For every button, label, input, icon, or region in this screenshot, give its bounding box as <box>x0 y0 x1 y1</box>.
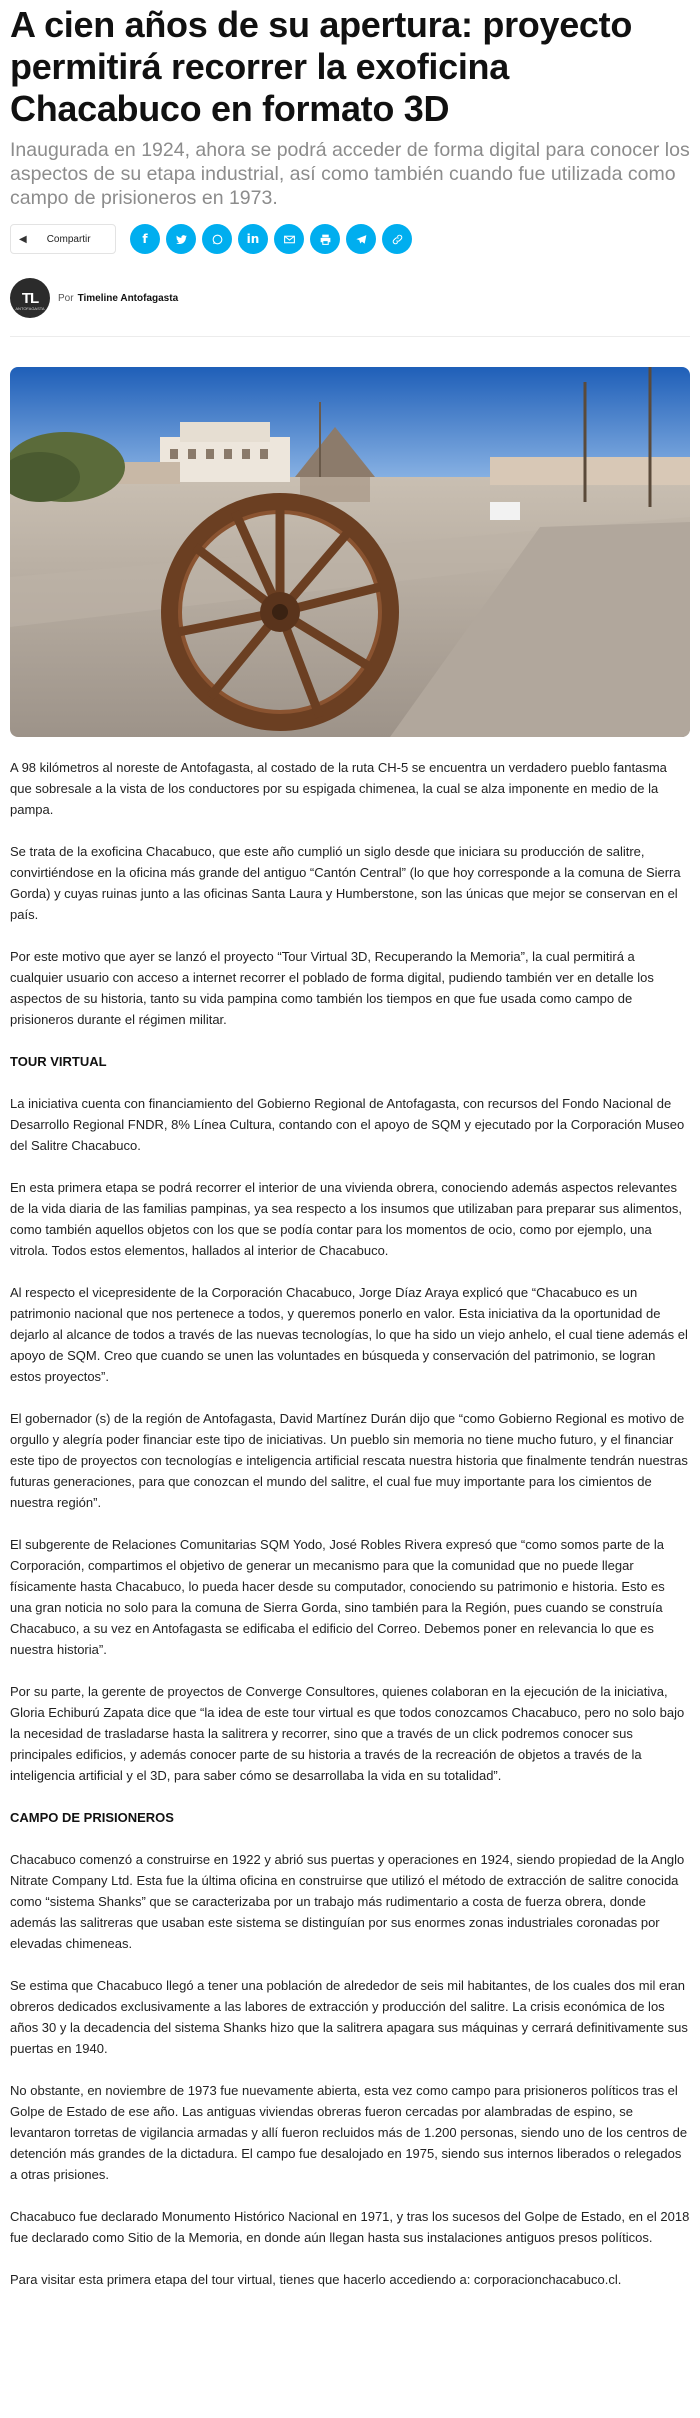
body-paragraph: En esta primera etapa se podrá recorrer el interior de una vivienda obrera, conociendo además aspectos relevantes de la vida diaria de las familias pampinas, ya sea respecto a los insumos que utilizaban para preparar sus alimentos, como también aquellos objetos con los que se podía contar para los momentos de ocio, como por ejemplo, una vitrola. Todos estos elementos, hallados al interior de Chacabuco. <box>10 1180 683 1258</box>
body-paragraph: Por su parte, la gerente de proyectos de Converge Consultores, quienes colaboran en la ejecución de la iniciativa, Gloria Echiburú Zapata dice que “la idea de este tour virtual es que todos conozcamos Chacabuco, pero no solo bajo la necesidad de trasladarse hasta la salitrera y recorrer, sino que a través de un click podremos conocer sus principales edificios, y además conocer parte de su historia a través de la recreación de objetos a través de la inteligencia artificial y el 3D, para saber cómo se desarrollaba la vida en su totalidad”. <box>10 1684 685 1783</box>
author-name[interactable]: Timeline Antofagasta <box>77 292 179 304</box>
author-by-label: Por <box>58 292 74 304</box>
body-paragraph: El gobernador (s) de la región de Antofagasta, David Martínez Durán dijo que “como Gobierno Regional es motivo de orgullo y alegría poder financiar este tipo de iniciativas. Un pueblo sin memoria no tiene mucho futuro, y el financiar este tipo de proyectos con tecnologías e inteligencia artificial rescata nuestra historia que finalmente tendrán nuestras futuras generaciones, para que conozcan el mundo del salitre, el cual fue muy importante para los cimientos de nuestra región”. <box>10 1411 688 1510</box>
avatar-subtext: ANTOFAGASTA <box>15 306 45 311</box>
body-paragraph: Al respecto el vicepresidente de la Corporación Chacabuco, Jorge Díaz Araya explicó que “Chacabuco es un patrimonio nacional que nos pertenece a todos, y queremos ponerlo en valor. Esta iniciativa da la oportunidad de dejarlo al alcance de todos a través de las nuevas tecnologías, lo que ha sido un viejo anhelo, el cual tiene además el apoyo de SQM. Creo que cuando se unen las voluntades en búsqueda y conservación del patrimonio, se logran estos proyectos”. <box>10 1285 688 1384</box>
body-paragraph: Chacabuco fue declarado Monumento Histórico Nacional en 1971, y tras los sucesos del Golpe de Estado, en el 2018 fue declarado como Sitio de la Memoria, en donde aún llegan hasta sus instalaciones antiguos presos políticos. <box>10 2209 690 2245</box>
body-paragraph: El subgerente de Relaciones Comunitarias SQM Yodo, José Robles Rivera expresó que “como somos parte de la Corporación, compartimos el objetivo de generar un mecanismo para que la comunidad que no puede llegar físicamente hasta Chacabuco, lo pueda hacer desde su computador, conociendo su patrimonio e historia. Esto es una gran noticia no solo para la comuna de Sierra Gorda, sino también para la Región, pues cuando se construía Chacabuco, a su vez en Antofagasta se edificaba el edificio del Correo. Debemos poner en relevancia lo que es nuestra historia”. <box>10 1537 665 1657</box>
body-paragraph: Para visitar esta primera etapa del tour virtual, tienes que hacerlo accediendo a: corporacionchacabuco.cl. <box>10 2272 622 2287</box>
share-label: Compartir <box>46 233 91 245</box>
telegram-icon[interactable] <box>346 224 376 254</box>
print-icon[interactable] <box>310 224 340 254</box>
body-paragraph: Por este motivo que ayer se lanzó el proyecto “Tour Virtual 3D, Recuperando la Memoria”, la cual permitirá a cualquier usuario con acceso a internet recorrer el poblado de forma digital, pudiendo también ver en detalle los aspectos de su historia, tanto su vida pampina como también los tiempos en que fue usada como campo de prisioneros durante el régimen militar. <box>10 949 654 1027</box>
share-icon: ◀ <box>19 233 27 245</box>
linkedin-icon[interactable]: in <box>238 224 268 254</box>
section-heading-campo-prisioneros: CAMPO DE PRISIONEROS <box>10 1810 174 1825</box>
body-paragraph: Chacabuco comenzó a construirse en 1922 y abrió sus puertas y operaciones en 1924, siendo propiedad de la Anglo Nitrate Company Ltd. Esta fue la última oficina en construirse que utilizó el método de extracción de salitre conocida como “sistema Shanks” que se caracterizaba por un trabajo más rudimentario a costa de fuerza obrera, donde además las salitreras que usaban este sistema se distinguían por sus enormes zonas industriales coronadas por elevadas chimeneas. <box>10 1852 685 1951</box>
article-title: A cien años de su apertura: proyecto permitirá recorrer la exoficina Chacabuco en formato 3D <box>10 4 633 129</box>
article-body <box>10 757 690 2290</box>
section-heading-tour-virtual: TOUR VIRTUAL <box>10 1054 107 1069</box>
author-byline <box>10 278 690 318</box>
share-button[interactable] <box>10 224 116 254</box>
article-page <box>0 4 700 2290</box>
whatsapp-icon[interactable] <box>202 224 232 254</box>
article-subtitle: Inaugurada en 1924, ahora se podrá acceder de forma digital para conocer los aspectos de su etapa industrial, así como también cuando fue utilizada como campo de prisioneros en 1973. <box>10 139 690 209</box>
body-paragraph: Se estima que Chacabuco llegó a tener una población de alrededor de seis mil habitantes, de los cuales dos mil eran obreros dedicados exclusivamente a las labores de extracción y producción del salitre. La crisis económica de los años 30 y la decadencia del sistema Shanks hizo que la salitrera apagara sus máquinas y cerrará definitivamente sus puertas en 1940. <box>10 1978 688 2056</box>
email-icon[interactable] <box>274 224 304 254</box>
body-paragraph: No obstante, en noviembre de 1973 fue nuevamente abierta, esta vez como campo para prisioneros políticos tras el Golpe de Estado de ese año. Las antiguas viviendas obreras fueron cercadas por alambradas de espino, se levantaron torretas de vigilancia armadas y allí fueron recluidos más de 1.200 personas, siendo uno de los centros de detención más grandes de la dictadura. El campo fue desalojado en 1975, siendo sus internos liberados o relegados a otras prisiones. <box>10 2083 688 2182</box>
body-paragraph: La iniciativa cuenta con financiamiento del Gobierno Regional de Antofagasta, con recursos del Fondo Nacional de Desarrollo Regional FNDR, 8% Línea Cultura, contando con el apoyo de SQM y ejecutado por la Corporación Museo del Salitre Chacabuco. <box>10 1096 685 1153</box>
link-icon[interactable] <box>382 224 412 254</box>
hero-image <box>10 367 690 737</box>
twitter-icon[interactable] <box>166 224 196 254</box>
avatar-initials: TL <box>21 289 39 307</box>
body-paragraph: A 98 kilómetros al noreste de Antofagasta, al costado de la ruta CH-5 se encuentra un verdadero pueblo fantasma que sobresale a la vista de los conductores por su espigada chimenea, la cual se alza imponente en medio de la pampa. <box>10 760 667 817</box>
header-divider <box>10 336 690 337</box>
hero-photo-wagon-wheel <box>10 367 690 737</box>
body-paragraph: Se trata de la exoficina Chacabuco, que este año cumplió un siglo desde que iniciara su producción de salitre, convirtiéndose en la oficina más grande del antiguo “Cantón Central” (lo que hoy corresponde a la comuna de Sierra Gorda) y cuyas ruinas junto a las oficinas Santa Laura y Humberstone, son las únicas que mejor se conservan en el país. <box>10 844 681 922</box>
facebook-icon[interactable]: f <box>130 224 160 254</box>
author-avatar[interactable] <box>10 278 50 318</box>
share-bar <box>10 222 690 256</box>
